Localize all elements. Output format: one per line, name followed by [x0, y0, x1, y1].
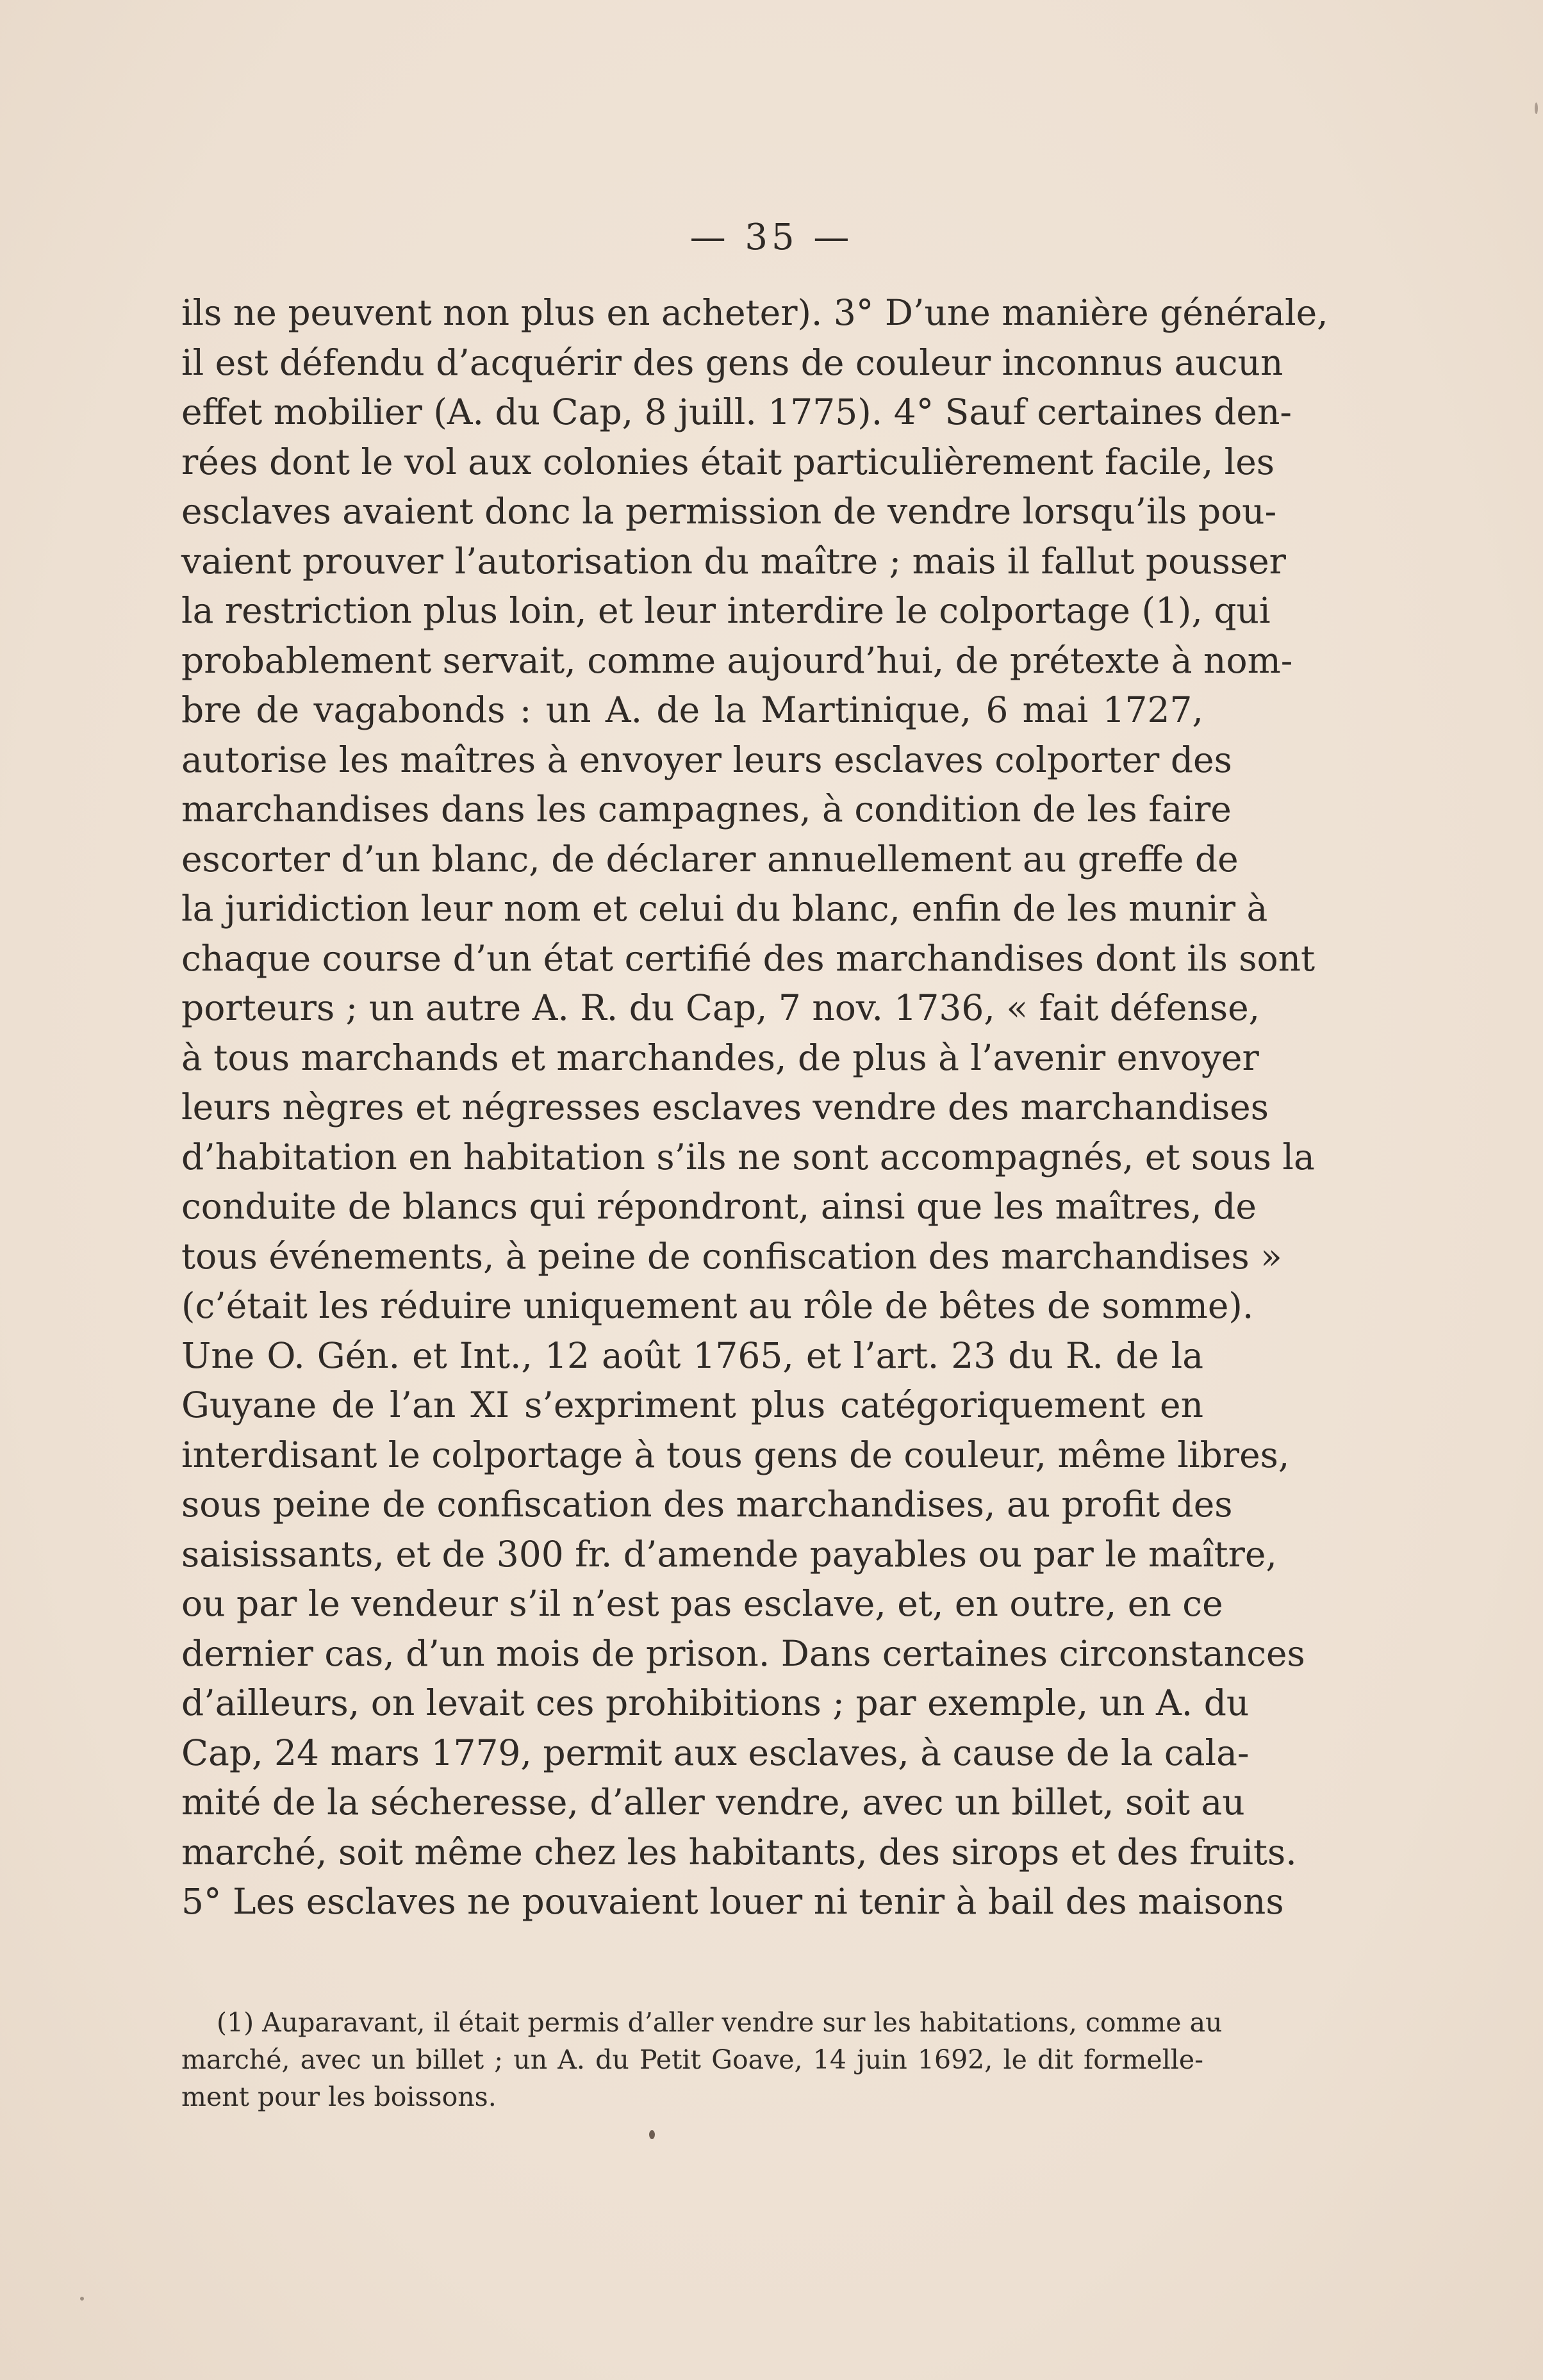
- text-line: marchandises dans les campagnes, à condition de les faire: [181, 789, 1232, 830]
- paper-speck: [80, 2297, 84, 2301]
- text-line: sous peine de confiscation des marchandises, au profit des: [181, 1484, 1233, 1525]
- text-line: 5° Les esclaves ne pouvaient louer ni tenir à bail des maisons: [181, 1881, 1284, 1922]
- text-line: interdisant le colportage à tous gens de couleur, même libres,: [181, 1434, 1290, 1475]
- footnote-line: ment pour les boissons.: [181, 2081, 497, 2112]
- text-line: vaient prouver l’autorisation du maître ; mais il fallut pousser: [181, 540, 1286, 582]
- text-line: leurs nègres et négresses esclaves vendre des marchandises: [181, 1087, 1269, 1128]
- paper-speck: [1535, 103, 1538, 114]
- text-line: d’ailleurs, on levait ces prohibitions ; par exemple, un A. du: [181, 1682, 1250, 1723]
- text-line: tous événements, à peine de confiscation des marchandises »: [181, 1235, 1282, 1277]
- text-line: la juridiction leur nom et celui du blanc, enfin de les munir à: [181, 888, 1268, 929]
- text-line: Guyane de l’an XI s’expriment plus catégoriquement en: [181, 1384, 1203, 1425]
- text-line: marché, soit même chez les habitants, des sirops et des fruits.: [181, 1831, 1297, 1873]
- text-line: la restriction plus loin, et leur interdire le colportage (1), qui: [181, 590, 1271, 631]
- text-line: porteurs ; un autre A. R. du Cap, 7 nov. 1736, « fait défense,: [181, 987, 1260, 1028]
- text-line: mité de la sécheresse, d’aller vendre, avec un billet, soit au: [181, 1782, 1245, 1823]
- text-line: esclaves avaient donc la permission de vendre lorsqu’ils pou-: [181, 491, 1277, 532]
- text-line: bre de vagabonds : un A. de la Martinique, 6 mai 1727,: [181, 689, 1203, 730]
- text-line: effet mobilier (A. du Cap, 8 juill. 1775). 4° Sauf certaines den-: [181, 391, 1292, 432]
- body-text: [181, 288, 1328, 1927]
- footnote-line: marché, avec un billet ; un A. du Petit Goave, 14 juin 1692, le dit formelle-: [181, 2044, 1203, 2075]
- footnote-line: (1) Auparavant, il était permis d’aller vendre sur les habitations, comme au: [217, 2007, 1223, 2038]
- text-line: ou par le vendeur s’il n’est pas esclave, et, en outre, en ce: [181, 1583, 1223, 1624]
- text-line: rées dont le vol aux colonies était particulièrement facile, les: [181, 441, 1275, 482]
- text-line: d’habitation en habitation s’ils ne sont accompagnés, et sous la: [181, 1136, 1315, 1178]
- text-line: saisissants, et de 300 fr. d’amende payables ou par le maître,: [181, 1533, 1277, 1575]
- paper-speck: [649, 2130, 655, 2139]
- text-line: escorter d’un blanc, de déclarer annuellement au greffe de: [181, 838, 1239, 880]
- text-line: dernier cas, d’un mois de prison. Dans certaines circonstances: [181, 1632, 1305, 1674]
- text-line: chaque course d’un état certifié des marchandises dont ils sont: [181, 937, 1316, 979]
- text-line: Une O. Gén. et Int., 12 août 1765, et l’art. 23 du R. de la: [181, 1334, 1203, 1376]
- text-line: autorise les maîtres à envoyer leurs esclaves colporter des: [181, 739, 1232, 780]
- text-line: probablement servait, comme aujourd’hui, de prétexte à nom-: [181, 639, 1293, 681]
- text-line: Cap, 24 mars 1779, permit aux esclaves, à cause de la cala-: [181, 1732, 1250, 1773]
- text-line: ils ne peuvent non plus en acheter). 3° D’une manière générale,: [181, 292, 1328, 333]
- footnote: [181, 2004, 1223, 2115]
- text-line: (c’était les réduire uniquement au rôle de bêtes de somme).: [181, 1285, 1254, 1326]
- page-number: — 35 —: [689, 217, 854, 258]
- text-line: il est défendu d’acquérir des gens de couleur inconnus aucun: [181, 341, 1283, 383]
- text-line: à tous marchands et marchandes, de plus à l’avenir envoyer: [181, 1037, 1259, 1078]
- text-line: conduite de blancs qui répondront, ainsi que les maîtres, de: [181, 1186, 1257, 1227]
